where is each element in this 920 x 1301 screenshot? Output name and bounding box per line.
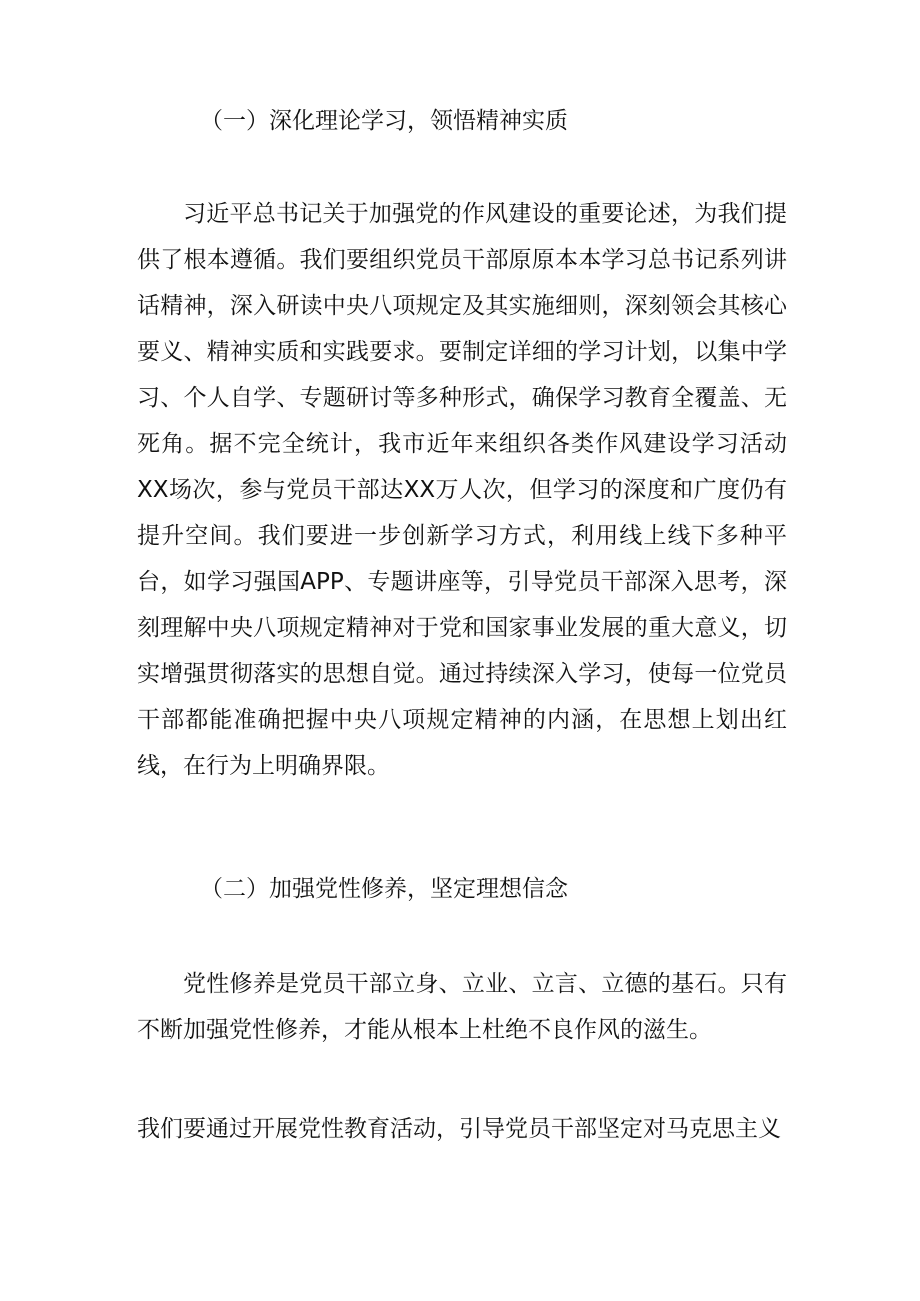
section-heading-2: （二）加强党性修养，坚定理想信念 [200,876,568,902]
section-2-paragraph-2: 我们要通过开展党性教育活动，引导党员干部坚定对马克思主义 [137,1116,781,1142]
section-2-paragraph-1: 党性修养是党员干部立身、立业、立言、立德的基石。只有不断加强党性修养，才能从根本上杜绝不良作风的滋生。 [137,971,787,1043]
section-1-paragraph: 习近平总书记关于加强党的作风建设的重要论述，为我们提供了根本遵循。我们要组织党员干部原原本本学习总书记系列讲话精神，深入研读中央八项规定及其实施细则，深刻领会其核心要义、精神实质和实践要求。要制定详细的学习计划，以集中学习、个人自学、专题研讨等多种形式，确保学习教育全覆盖、无死角。据不完全统计，我市近年来组织各类作风建设学习活动XX场次，参与党员干部达XX万人次，但学习的深度和广度仍有提升空间。我们要进一步创新学习方式，利用线上线下多种平台，如学习强国APP、专题讲座等，引导党员干部深入思考，深刻理解中央八项规定精神对于党和国家事业发展的重大意义，切实增强贯彻落实的思想自觉。通过持续深入学习，使每一位党员干部都能准确把握中央八项规定精神的内涵，在思想上划出红线，在行为上明确界限。 [137,201,787,779]
section-heading-1: （一）深化理论学习，领悟精神实质 [200,108,568,134]
